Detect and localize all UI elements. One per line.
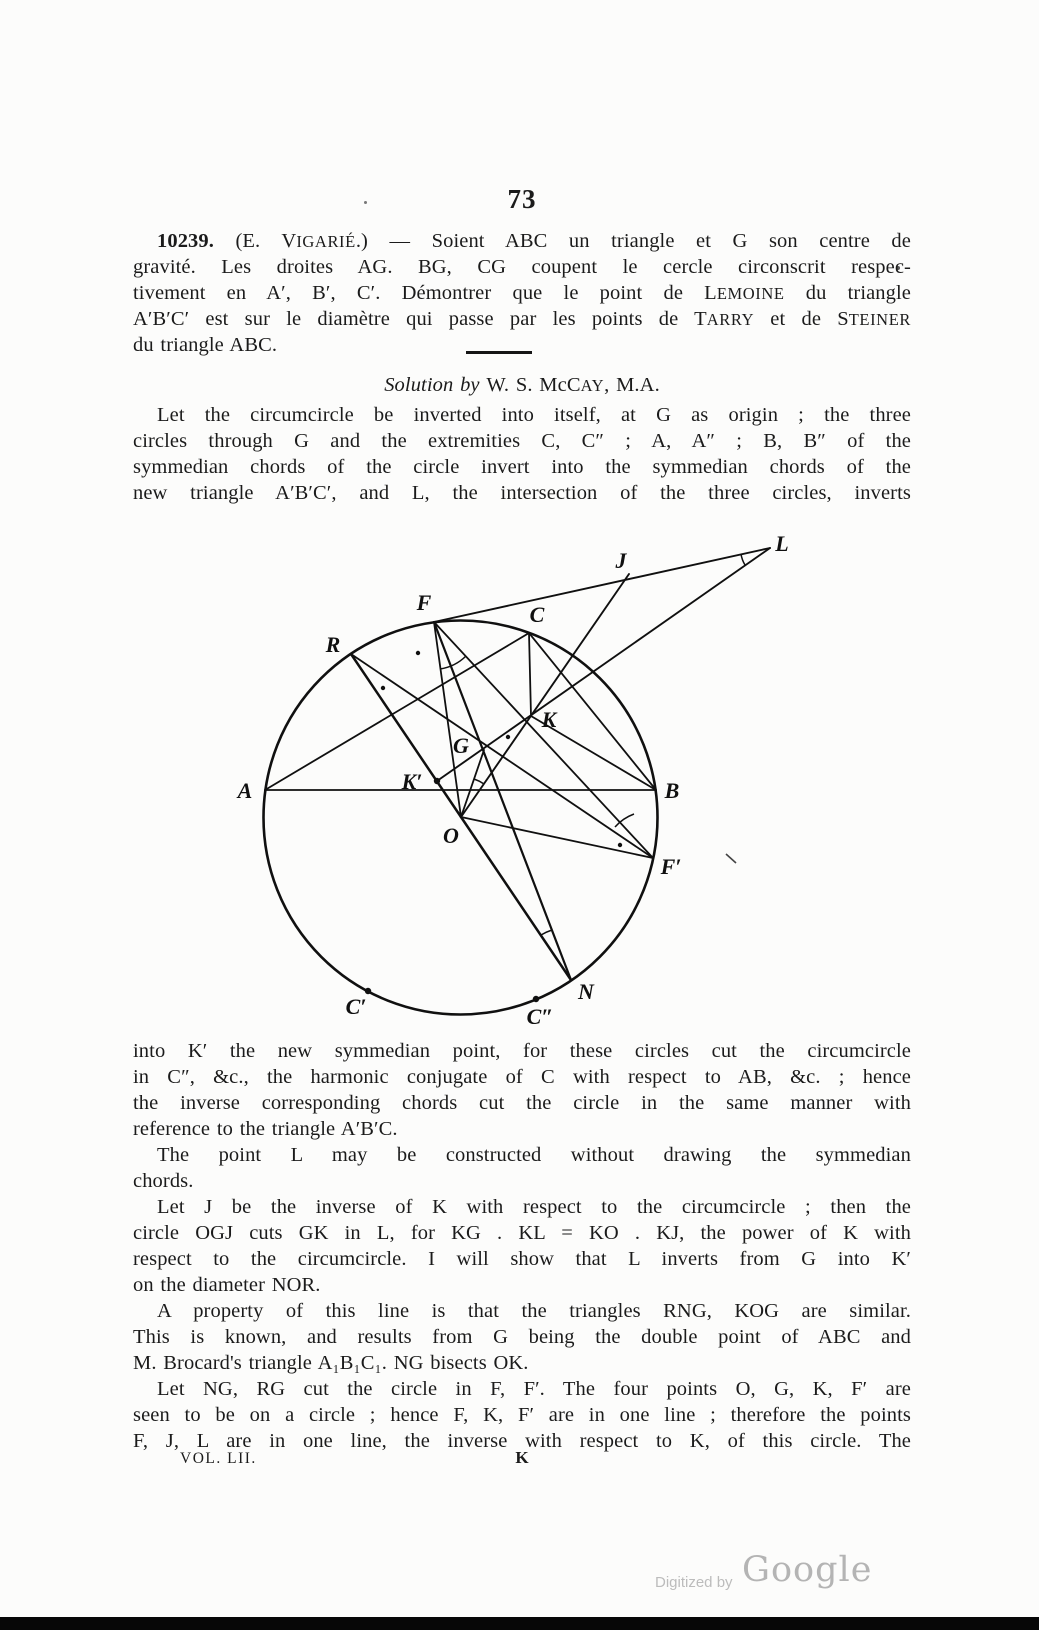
text-run: c <box>557 374 567 396</box>
text-run: the inverse corresponding chords cut the circle in the same manner with <box>133 1092 911 1114</box>
text-run: TEINER <box>848 310 911 329</box>
angle-dot <box>506 735 510 739</box>
text-run: Let J be the inverse of K with respect to the circumcircle ; then the <box>157 1196 911 1218</box>
text-line <box>133 402 911 428</box>
text-line <box>133 1350 911 1376</box>
segment-O-N <box>461 817 571 980</box>
text-run: circle OGJ cuts GK in L, for KG . KL = KO . KJ, the power of K with <box>133 1222 911 1244</box>
scan-speck <box>364 201 367 204</box>
text-run: .) — Soient ABC un triangle et G son centre de <box>355 230 911 252</box>
segment-L-Kp <box>437 548 770 781</box>
text-line <box>133 1220 911 1246</box>
watermark-prefix: Digitized by <box>655 1574 733 1591</box>
segment-R-Fp <box>351 654 653 858</box>
google-logo: Google <box>742 1550 873 1590</box>
angle-at-F <box>440 656 466 669</box>
point-label-L: L <box>775 531 789 556</box>
footer-signature-mark: K <box>515 1448 529 1467</box>
text-line <box>133 1298 911 1324</box>
text-run: du triangle <box>784 282 912 304</box>
text-line <box>133 1376 911 1402</box>
text-line <box>133 1142 911 1168</box>
text-run: A′B′C′ est sur le diamètre qui passe par les points de T <box>133 308 707 330</box>
point-dot <box>533 996 539 1002</box>
point-label-K: K <box>541 707 557 732</box>
text-line <box>133 454 911 480</box>
digitized-watermark <box>650 1550 910 1610</box>
text-run: The point L may be constructed without drawing the symmedian <box>157 1144 911 1166</box>
scan-edge-bar <box>0 1617 1039 1630</box>
text-run: Let NG, RG cut the circle in F, F′. The four points O, G, K, F′ are <box>157 1378 911 1400</box>
text-run: M. Brocard's triangle A₁B₁C₁. NG bisects OK. <box>133 1352 529 1374</box>
text-run: Let the circumcircle be inverted into itself, at G as origin ; the three <box>157 404 911 426</box>
text-run: on the diameter NOR. <box>133 1274 321 1296</box>
text-line <box>133 254 911 280</box>
text-run: du triangle ABC. <box>133 334 278 356</box>
text-run: , M.A. <box>604 374 660 396</box>
text-run: ARRY <box>706 310 755 329</box>
text-line <box>133 228 911 254</box>
geometry-figure <box>190 505 820 1040</box>
text-line <box>133 332 911 358</box>
text-run: into K′ the new symmedian point, for these circles cut the circumcircle <box>133 1040 911 1062</box>
text-line <box>133 1116 911 1142</box>
text-line <box>133 306 911 332</box>
text-run: 10239. <box>157 230 214 252</box>
text-run: circles through G and the extremities C, C″ ; A, A″ ; B, B″ of the <box>133 430 911 452</box>
text-run: symmedian chords of the circle invert into the symmedian chords of the <box>133 456 911 478</box>
text-run: tivement en A′, B′, C′. Démontrer que le point de L <box>133 282 717 304</box>
point-label-R: R <box>325 632 341 657</box>
text-run: gravité. Les droites AG. BG, CG coupent le cercle circonscrit respec- <box>133 256 911 278</box>
text-line <box>133 1402 911 1428</box>
text-line <box>133 1168 911 1194</box>
text-run: This is known, and results from G being the double point of ABC and <box>133 1326 911 1348</box>
point-label-N: N <box>578 979 594 1004</box>
point-label-F: F′ <box>660 854 682 879</box>
text-run: seen to be on a circle ; hence F, K, F′ are in one line ; therefore the points <box>133 1404 911 1426</box>
angle-dot <box>416 651 420 655</box>
text-line <box>133 1194 911 1220</box>
text-line <box>133 1246 911 1272</box>
angle-at-O <box>474 779 484 784</box>
point-label-O: O <box>443 823 459 848</box>
text-line <box>133 1272 911 1298</box>
text-line <box>133 280 911 306</box>
point-label-A: A <box>237 778 253 803</box>
segment-C-K <box>529 633 531 716</box>
text-line <box>133 1064 911 1090</box>
point-label-G: G <box>453 733 469 758</box>
angle-at-N <box>541 930 552 935</box>
text-run: reference to the triangle A′B′C. <box>133 1118 398 1140</box>
point-label-C: C″ <box>526 1004 554 1029</box>
text-run: Solution by <box>384 374 487 396</box>
angle-dot <box>618 843 622 847</box>
text-run: new triangle A′B′C′, and L, the intersection of the three circles, inverts <box>133 482 911 504</box>
section-divider-rule <box>466 351 532 354</box>
point-label-J: J <box>615 548 627 573</box>
text-run: respect to the circumcircle. I will show that L inverts from G into K′ <box>133 1248 911 1270</box>
segment-F-N <box>434 622 571 980</box>
segment-F-L <box>434 548 770 622</box>
text-run: F, J, L are in one line, the inverse with respect to K, of this circle. The <box>133 1430 911 1452</box>
text-line <box>133 1038 911 1064</box>
point-label-C: C′ <box>345 994 367 1019</box>
text-line <box>133 480 911 506</box>
angle-at-L <box>741 554 745 565</box>
text-run: A property of this line is that the triangles RNG, KOG are similar. <box>157 1300 911 1322</box>
point-label-F: F <box>416 590 432 615</box>
text-run: EMOINE <box>716 284 785 303</box>
text-run: (E. V <box>213 230 297 252</box>
text-run: W. S. M <box>486 374 558 396</box>
text-run: et de S <box>754 308 849 330</box>
text-line <box>133 1090 911 1116</box>
text-run: C <box>566 374 581 396</box>
point-label-B: B <box>664 778 680 803</box>
text-line <box>133 1324 911 1350</box>
text-line <box>133 428 911 454</box>
point-label-K: K′ <box>401 769 423 794</box>
scan-mark <box>726 854 736 863</box>
footer-volume-label: VOL. LII. <box>180 1450 257 1467</box>
text-run: IGARIÉ <box>296 232 356 251</box>
segment-O-G <box>461 750 484 817</box>
text-run: in C″, &c., the harmonic conjugate of C with respect to AB, &c. ; hence <box>133 1066 911 1088</box>
text-run: AY <box>580 376 605 395</box>
point-dot <box>434 778 440 784</box>
angle-dot <box>381 686 385 690</box>
page-number: 73 <box>507 184 537 214</box>
text-line <box>133 372 911 398</box>
text-run: chords. <box>133 1170 194 1192</box>
point-label-C: C <box>529 602 545 627</box>
